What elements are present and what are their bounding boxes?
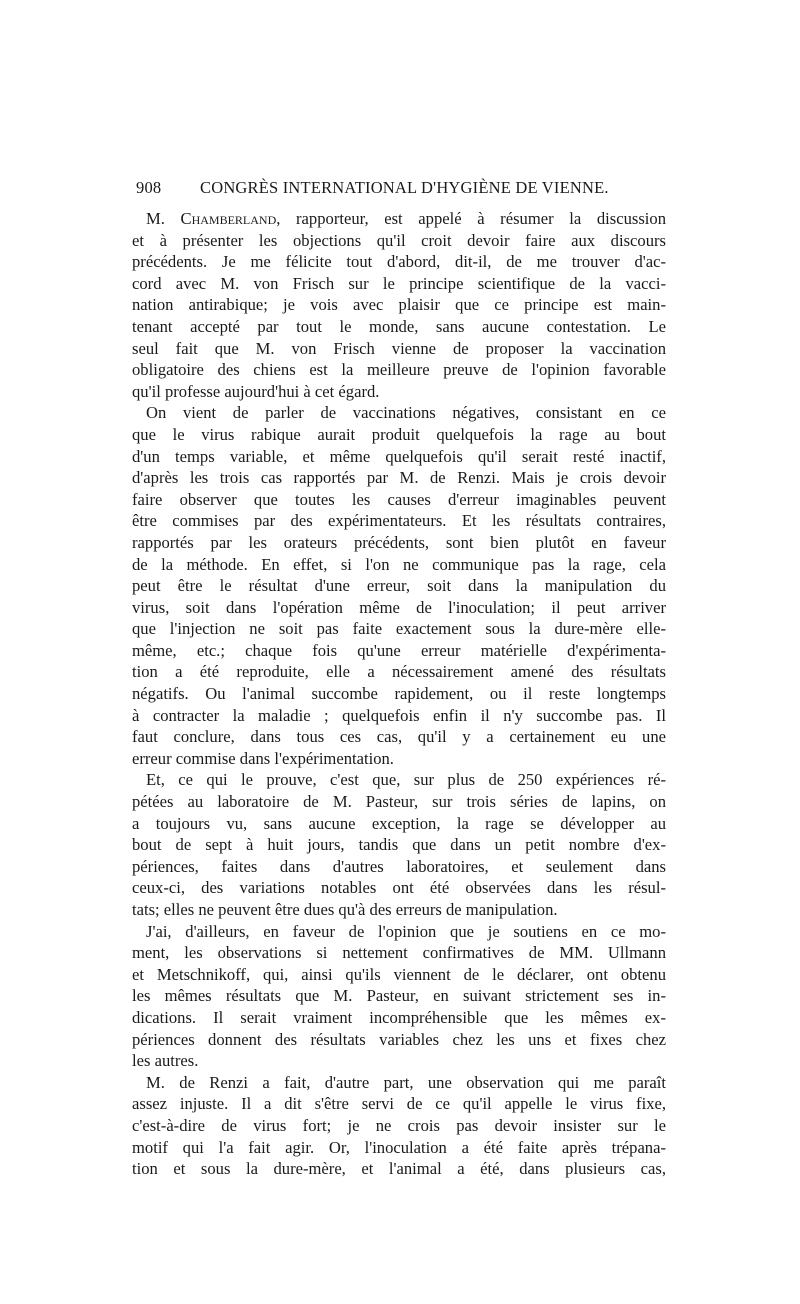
text-line: périences donnent des résultats variables chez les uns et fixes chez (132, 1029, 666, 1049)
text-line: les autres. (132, 1051, 199, 1071)
text-line: ment, les observations si nettement confirmatives de MM. Ullmann (132, 943, 666, 963)
text-line: tats; elles ne peuvent être dues qu'à des erreurs de manipulation. (132, 900, 558, 919)
text-line: c'est-à-dire de virus fort; je ne crois pas devoir insister sur le (132, 1115, 666, 1135)
text-line: faut conclure, dans tous ces cas, qu'il y a certainement eu une (132, 727, 666, 747)
text-line: d'un temps variable, et même quelquefois qu'il serait resté inactif, (132, 446, 666, 466)
text-line: de la méthode. En effet, si l'on ne communique pas la rage, cela (132, 554, 666, 574)
text-line: les mêmes résultats que M. Pasteur, en suivant strictement ses in- (132, 986, 666, 1006)
text-line: périences, faites dans d'autres laboratoires, et seulement dans (132, 856, 666, 876)
body-text (132, 208, 666, 1180)
text-line: négatifs. Ou l'animal succombe rapidement, ou il reste longtemps (132, 684, 666, 704)
text-line: bout de sept à huit jours, tandis que dans un petit nombre d'ex- (132, 835, 666, 855)
page-header (136, 178, 666, 200)
text-line: faire observer que toutes les causes d'erreur imaginables peuvent (132, 489, 666, 509)
text-line: précédents. Je me félicite tout d'abord, dit-il, de me trouver d'ac- (132, 252, 666, 272)
text-line: à contracter la maladie ; quelquefois enfin il n'y succombe pas. Il (132, 705, 666, 725)
text-line: être commises par des expérimentateurs. Et les résultats contraires, (132, 511, 666, 531)
text-line: M. Chamberland, rapporteur, est appelé à résumer la discussion (146, 209, 666, 228)
text-line: et Metschnikoff, qui, ainsi qu'ils viennent de le déclarer, ont obtenu (132, 964, 666, 984)
text-line: que l'injection ne soit pas faite exactement sous la dure-mère elle- (132, 619, 666, 639)
text-line: tenant accepté par tout le monde, sans aucune contestation. Le (132, 316, 666, 336)
text-line: J'ai, d'ailleurs, en faveur de l'opinion que je soutiens en ce mo- (146, 921, 666, 941)
text-line: ceux-ci, des variations notables ont été observées dans les résul- (132, 878, 666, 898)
text-line: même, etc.; chaque fois qu'une erreur matérielle d'expérimenta- (132, 640, 666, 660)
text-line: a toujours vu, sans aucune exception, la rage se développer au (132, 813, 666, 833)
text-line: peut être le résultat d'une erreur, soit dans la manipulation du (132, 576, 666, 596)
page-number: 908 (136, 178, 162, 197)
text-line: Et, ce qui le prouve, c'est que, sur plus de 250 expériences ré- (146, 770, 666, 790)
text-line: tion et sous la dure-mère, et l'animal a été, dans plusieurs cas, (132, 1159, 666, 1179)
text-line: assez injuste. Il a dit s'être servi de ce qu'il appelle le virus fixe, (132, 1094, 666, 1114)
text-line: motif qui l'a fait agir. Or, l'inoculation a été faite après trépana- (132, 1137, 666, 1157)
text-line: rapportés par les orateurs précédents, sont bien plutôt en faveur (132, 532, 666, 552)
text-line: qu'il professe aujourd'hui à cet égard. (132, 381, 380, 401)
text-line: M. de Renzi a fait, d'autre part, une observation qui me paraît (146, 1072, 666, 1092)
text-line: pétées au laboratoire de M. Pasteur, sur trois séries de lapins, on (132, 792, 666, 812)
text-line: et à présenter les objections qu'il croit devoir faire aux discours (132, 230, 666, 250)
text-line: seul fait que M. von Frisch vienne de proposer la vaccination (132, 338, 666, 358)
text-line: obligatoire des chiens est la meilleure preuve de l'opinion favorable (132, 360, 666, 380)
text-line: d'après les trois cas rapportés par M. de Renzi. Mais je crois devoir (132, 468, 666, 488)
text-line: erreur commise dans l'expérimentation. (132, 748, 394, 768)
text-line: que le virus rabique aurait produit quelquefois la rage au bout (132, 424, 666, 444)
text-line: dications. Il serait vraiment incompréhensible que les mêmes ex- (132, 1007, 666, 1027)
text-line: cord avec M. von Frisch sur le principe scientifique de la vacci- (132, 273, 666, 293)
speaker-name: M. Chamberland (146, 209, 277, 228)
text-line: nation antirabique; je vois avec plaisir que ce principe est main- (132, 295, 666, 315)
text-line: tion a été reproduite, elle a nécessairement amené des résultats (132, 662, 666, 682)
text-line: On vient de parler de vaccinations négatives, consistant en ce (146, 403, 666, 423)
text-line: virus, soit dans l'opération même de l'inoculation; il peut arriver (132, 597, 666, 617)
running-title: CONGRÈS INTERNATIONAL D'HYGIÈNE DE VIENNE. (200, 178, 609, 197)
